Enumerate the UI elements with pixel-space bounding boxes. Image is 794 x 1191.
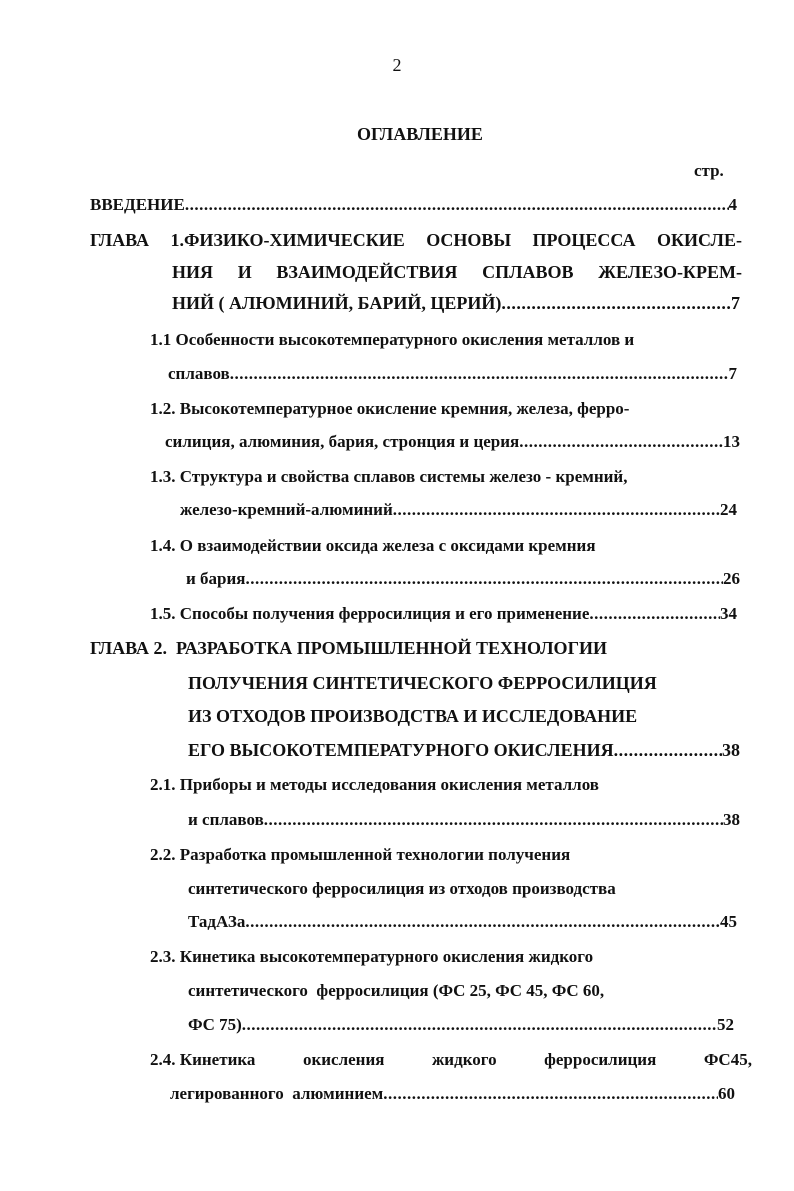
entry-page: 13 <box>723 432 740 451</box>
toc-entry-2-3[interactable] <box>150 946 593 968</box>
dot-leader <box>230 363 729 385</box>
entry-text: синтетического ферросилиция (ФС 25, ФС 45, ФС 60, <box>188 981 605 1000</box>
toc-entry-introduction[interactable] <box>90 194 737 216</box>
entry-text: синтетического ферросилиция из отходов производства <box>188 879 616 898</box>
toc-entry-1-4[interactable] <box>150 535 596 557</box>
word: ОКИСЛЕ- <box>656 230 742 250</box>
entry-text: ЕГО ВЫСОКОТЕМПЕРАТУРНОГО ОКИСЛЕНИЯ <box>188 740 614 760</box>
toc-entry-chapter-2-cont <box>188 705 637 727</box>
toc-entry-1-4-end <box>186 568 740 590</box>
toc-entry-1-2[interactable] <box>150 398 629 420</box>
entry-page: 38 <box>722 740 740 760</box>
page-number: 2 <box>392 55 402 75</box>
toc-entry-chapter-1[interactable] <box>90 229 742 251</box>
dot-leader <box>245 911 720 933</box>
word: ЖЕЛЕЗО-КРЕМ- <box>598 262 742 282</box>
toc-entry-chapter-2[interactable] <box>90 637 607 659</box>
dot-leader <box>383 1083 718 1105</box>
toc-entry-chapter-2-cont <box>188 672 657 694</box>
word: И <box>237 262 252 282</box>
entry-text: ИЗ ОТХОДОВ ПРОИЗВОДСТВА И ИССЛЕДОВАНИЕ <box>188 706 638 726</box>
dot-leader <box>264 809 723 831</box>
toc-entry-1-3[interactable] <box>150 466 627 488</box>
word: СПЛАВОВ <box>482 262 574 282</box>
toc-title: ОГЛАВЛЕНИЕ <box>357 124 483 144</box>
toc-entry-1-1-end <box>168 363 737 385</box>
toc-entry-2-1[interactable] <box>150 774 599 796</box>
entry-text: и бария <box>186 569 246 588</box>
entry-page: 60 <box>718 1084 735 1103</box>
entry-text: 2.2. Разработка промышленной технологии получения <box>150 845 571 864</box>
toc-entry-chapter-2-end <box>188 739 740 761</box>
toc-entry-2-4-end <box>170 1083 735 1105</box>
toc-entry-1-5[interactable] <box>150 603 737 625</box>
word: окисления <box>302 1050 385 1069</box>
toc-entry-2-3-cont <box>188 980 604 1002</box>
dot-leader <box>393 499 720 521</box>
entry-text: силиция, алюминия, бария, стронция и церия <box>165 432 520 451</box>
entry-text: 1.5. Способы получения ферросилиция и его применение <box>150 604 590 623</box>
dot-leader <box>246 568 724 590</box>
entry-text: 2.3. Кинетика высокотемпературного окисления жидкого <box>150 947 594 966</box>
entry-text: 1.1 Особенности высокотемпературного окисления металлов и <box>150 330 635 349</box>
entry-page: 7 <box>728 364 737 383</box>
entry-text: ФС 75) <box>188 1015 242 1034</box>
dot-leader <box>185 194 729 216</box>
page-column-label: стр. <box>694 161 724 180</box>
toc-entry-2-2-end <box>188 911 737 933</box>
entry-text: сплавов <box>168 364 230 383</box>
word: ВЗАИМОДЕЙСТВИЯ <box>276 262 458 282</box>
entry-text: НИЙ ( АЛЮМИНИЙ, БАРИЙ, ЦЕРИЙ) <box>172 293 502 313</box>
entry-page: 45 <box>720 912 737 931</box>
entry-page: 34 <box>720 604 737 623</box>
toc-entry-1-3-end <box>180 499 737 521</box>
word: 1.ФИЗИКО-ХИМИЧЕСКИЕ <box>170 230 405 250</box>
word: 2.4. Кинетика <box>150 1050 256 1069</box>
word: ОСНОВЫ <box>426 230 512 250</box>
word: ФС45, <box>703 1050 752 1069</box>
toc-entry-chapter-1-end <box>172 292 740 314</box>
entry-text: 1.4. О взаимодействии оксида железа с оксидами кремния <box>150 536 596 555</box>
entry-text: ГЛАВА 2. РАЗРАБОТКА ПРОМЫШЛЕННОЙ ТЕХНОЛОГИИ <box>90 638 608 658</box>
dot-leader <box>242 1014 717 1036</box>
dot-leader <box>614 739 722 761</box>
entry-page: 24 <box>720 500 737 519</box>
dot-leader <box>501 292 731 314</box>
entry-text: ТадАЗа <box>188 912 246 931</box>
word: жидкого <box>431 1050 497 1069</box>
toc-entry-chapter-1-cont <box>172 261 742 283</box>
word: ферросилиция <box>544 1050 657 1069</box>
entry-page: 38 <box>723 810 740 829</box>
toc-entry-2-2-cont <box>188 878 616 900</box>
entry-text: и сплавов <box>188 810 264 829</box>
entry-page: 52 <box>717 1015 734 1034</box>
entry-text: легированного алюминием <box>170 1084 384 1103</box>
entry-text: ПОЛУЧЕНИЯ СИНТЕТИЧЕСКОГО ФЕРРОСИЛИЦИЯ <box>188 673 657 693</box>
entry-text: 2.1. Приборы и методы исследования окисления металлов <box>150 775 599 794</box>
toc-entry-2-3-end <box>188 1014 734 1036</box>
word: ГЛАВА <box>90 230 150 250</box>
toc-entry-2-1-end <box>188 809 740 831</box>
toc-entry-1-1[interactable] <box>150 329 634 351</box>
toc-entry-2-4[interactable] <box>150 1049 752 1071</box>
entry-text: 1.3. Структура и свойства сплавов системы железо - кремний, <box>150 467 628 486</box>
dot-leader <box>519 431 723 453</box>
toc-entry-1-2-end <box>165 431 740 453</box>
entry-text: 1.2. Высокотемпературное окисление кремния, железа, ферро- <box>150 399 630 418</box>
entry-page: 7 <box>731 293 740 313</box>
entry-text: железо-кремний-алюминий <box>180 500 393 519</box>
toc-entry-2-2[interactable] <box>150 844 570 866</box>
word: НИЯ <box>172 262 214 282</box>
dot-leader <box>589 603 720 625</box>
entry-page: 4 <box>728 195 737 214</box>
entry-text: ВВЕДЕНИЕ <box>90 195 185 214</box>
word: ПРОЦЕССА <box>532 230 636 250</box>
entry-page: 26 <box>723 569 740 588</box>
